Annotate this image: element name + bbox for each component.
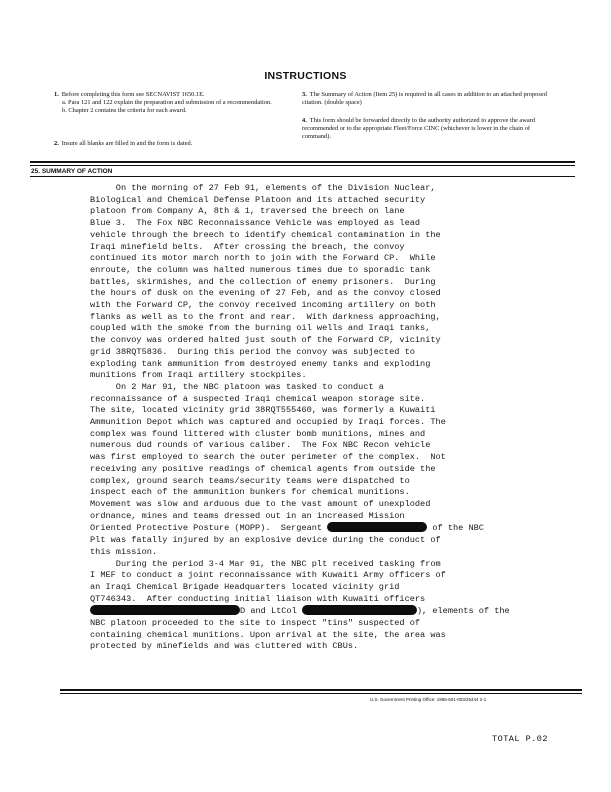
body-line: Biological and Chemical Defense Platoon and its attached security xyxy=(90,194,426,205)
body-line: Blue 3. The Fox NBC Reconnaissance Vehicle was employed as lead xyxy=(90,218,421,229)
body-line: complex was found littered with cluster bomb munitions, mines and xyxy=(90,428,426,439)
body-line: flanks as well as to the front and rear. With darkness approaching, xyxy=(90,311,441,322)
body-text-fragment: D and LtCol xyxy=(240,606,302,617)
redaction-block xyxy=(90,605,240,615)
instructions-title: INSTRUCTIONS xyxy=(264,70,347,82)
body-line: Movement was slow and arduous due to the vast amount of unexploded xyxy=(90,498,431,509)
instruction-text: This form should be forwarded directly to the authority authorized to approve the award recommended or to the appropriate Fleet/Force CINC (whichever is lower in the chain of command). xyxy=(302,117,535,140)
instruction-item-4 xyxy=(302,117,557,141)
body-line: NBC platoon proceeded to the site to inspect "tins" suspected of xyxy=(90,618,421,629)
body-line: vehicle through the breech to identify chemical contamination in the xyxy=(90,229,441,240)
gpo-imprint: U.S. Government Printing Office: 1985-601-003/25444 2-1 xyxy=(370,697,487,702)
instruction-number: 4. xyxy=(302,117,307,124)
body-line: containing chemical munitions. Upon arrival at the site, the area was xyxy=(90,629,446,640)
body-line: coupled with the smoke from the burning oil wells and Iraqi tanks, xyxy=(90,323,431,334)
body-text-fragment: Oriented Protective Posture (MOPP). Sergeant xyxy=(90,523,328,534)
fax-total-pages: TOTAL P.02 xyxy=(492,734,549,744)
body-line: receiving any positive readings of chemical agents from outside the xyxy=(90,463,436,474)
body-line: complex, ground search teams/security teams were dispatched to xyxy=(90,475,410,486)
instruction-sub-a: a. Para 121 and 122 explain the preparation and submission of a recommendation. xyxy=(62,99,272,106)
body-line: enroute, the column was halted numerous times due to sporadic tank xyxy=(90,264,431,275)
bottom-rule-thin xyxy=(60,693,582,694)
top-rule-thin xyxy=(30,165,575,166)
body-line: numerous dud rounds of various caliber. The Fox NBC Recon vehicle xyxy=(90,440,431,451)
body-line: Ammunition Depot which was captured and occupied by Iraqi forces. The xyxy=(90,417,446,428)
instruction-item-1 xyxy=(54,91,309,115)
section-underline xyxy=(30,176,575,177)
instruction-item-2 xyxy=(54,140,309,148)
body-line: the convoy was ordered halted just south of the Forward CP, vicinity xyxy=(90,335,441,346)
redaction-block xyxy=(302,605,417,615)
body-line: ordnance, mines and teams dressed out in an increased Mission xyxy=(90,510,405,521)
body-line: battles, skirmishes, and the collection of enemy prisoners. During xyxy=(90,276,436,287)
body-line: continued its motor march north to join with the Forward CP. While xyxy=(90,253,436,264)
instruction-number: 1. xyxy=(54,91,59,98)
instruction-text: The Summary of Action (Item 25) is required in all cases in addition to an attached proposed citation. (double space) xyxy=(302,91,547,106)
body-line: I MEF to conduct a joint reconnaissance with Kuwaiti Army officers of xyxy=(90,570,446,581)
body-line-redacted xyxy=(90,605,550,618)
instruction-text: Before completing this form see SECNAVIST 1650.1E. xyxy=(61,91,205,98)
instruction-text: Insure all blanks are filled in and the form is dated. xyxy=(61,140,193,147)
body-line: exploding tank ammunition from destroyed enemy tanks and exploding xyxy=(90,358,431,369)
body-text-fragment: ), elements of the xyxy=(416,606,510,617)
bottom-rule xyxy=(60,689,582,691)
body-line: reconnaissance of a suspected Iraqi chemical weapon storage site. xyxy=(90,393,426,404)
instruction-number: 2. xyxy=(54,140,59,147)
body-line: QT746343. After conducting initial liaison with Kuwaiti officers xyxy=(90,593,426,604)
instruction-number: 3. xyxy=(302,91,307,98)
body-line: grid 38RQT5836. During this period the convoy was subjected to xyxy=(90,346,415,357)
body-line: On the morning of 27 Feb 91, elements of the Division Nuclear, xyxy=(90,183,436,193)
instruction-item-3 xyxy=(302,91,557,107)
body-line: The site, located vicinity grid 38RQT555460, was formerly a Kuwaiti xyxy=(90,405,436,416)
body-line-redacted xyxy=(90,522,550,535)
body-line: munitions from Iraqi artillery stockpiles. xyxy=(90,370,307,381)
body-line: an Iraqi Chemical Brigade Headquarters located vicinity grid xyxy=(90,581,400,592)
body-line: was first employed to search the outer perimeter of the complex. Not xyxy=(90,452,446,463)
body-line: platoon from Company A, 8th & 1, traversed the breech on lane xyxy=(90,206,405,217)
body-line: During the period 3-4 Mar 91, the NBC plt received tasking from xyxy=(90,558,441,569)
body-line: protected by minefields and was cluttered with CBUs. xyxy=(90,641,359,652)
body-line: inspect each of the ammunition bunkers for chemical munitions. xyxy=(90,487,410,498)
summary-of-action-label: 25. SUMMARY OF ACTION xyxy=(31,168,113,175)
body-line: Iraqi minefield belts. After crossing the breach, the convoy xyxy=(90,241,405,252)
summary-of-action-body xyxy=(90,183,550,653)
body-line: On 2 Mar 91, the NBC platoon was tasked to conduct a xyxy=(90,381,384,392)
body-text-fragment: of the NBC xyxy=(427,523,484,534)
body-line: this mission. xyxy=(90,546,158,557)
top-rule xyxy=(30,161,575,163)
body-line: Plt was fatally injured by an explosive device during the conduct of xyxy=(90,535,441,546)
redaction-block xyxy=(327,522,427,532)
body-line: the hours of dusk on the evening of 27 Feb, and as the convoy closed xyxy=(90,288,441,299)
body-line: with the Forward CP, the convoy received incoming artillery on both xyxy=(90,300,436,311)
instruction-sub-b: b. Chapter 2 contains the criteria for each award. xyxy=(62,107,187,114)
